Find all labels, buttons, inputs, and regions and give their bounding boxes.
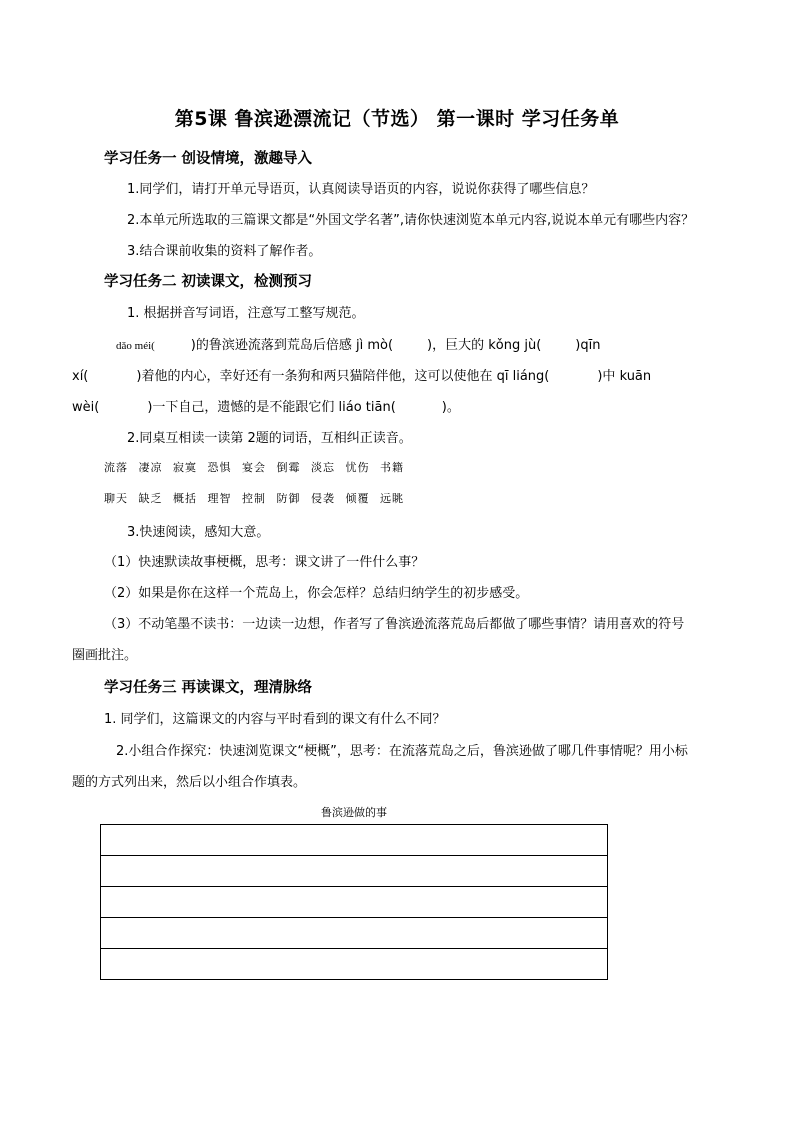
table-row [101,949,608,980]
task3-question-1: 1. 同学们，这篇课文的内容与平时看到的课文有什么不同？ [104,712,446,727]
task1-item-1: 1.同学们，请打开单元导语页，认真阅读导语页的内容，说说你获得了哪些信息？ [127,182,595,197]
words-row-2: 聊天 缺乏 概括 理智 控制 防御 侵袭 倾覆 远眺 [104,492,404,505]
table-cell[interactable] [101,887,608,918]
pinyin-text-3: )，巨大的 kǒng jù( [427,338,542,353]
task1-item-2: 2.本单元所选取的三篇课文都是“外国文学名著”,请你快速浏览本单元内容,说说本单元有哪些内容？ [127,213,695,228]
task1-heading: 学习任务一 创设情境，激趣导入 [104,151,313,167]
task2-heading: 学习任务二 初读课文，检测预习 [104,274,313,290]
task2-question-1: 1. 根据拼音写词语，注意写工整写规范。 [127,306,365,321]
task2-sub-3-line-1: （3）不动笔墨不读书：一边读一边想，作者写了鲁滨逊流落荒岛后都做了哪些事情？请用喜欢的符号 [104,617,685,632]
task2-sub-1: （1）快速默读故事梗概，思考：课文讲了一件什么事？ [104,555,425,570]
table-row [101,856,608,887]
pinyin-text-4: )qīn [575,338,601,353]
pinyin-daomei: dǎo méi( [116,340,155,352]
task2-question-2: 2.同桌互相读一读第 2题的词语，互相纠正读音。 [127,431,412,446]
pinyin-wei: wèi( [72,400,100,415]
table-row [101,825,608,856]
task3-question-2-line-1: 2.小组合作探究：快速浏览课文“梗概”，思考：在流落荒岛之后，鲁滨逊做了哪几件事情呢？用小标 [116,744,688,759]
task3-heading: 学习任务三 再读课文，理清脉络 [104,680,313,696]
pinyin-xi: xí( [72,369,89,384]
table-cell[interactable] [101,918,608,949]
page-title: 第5课 鲁滨逊漂流记（节选） 第一课时 学习任务单 [174,108,620,130]
pinyin-line-1 [116,334,600,353]
pinyin-text-2: )的鲁滨逊流落到荒岛后倍感 jì mò( [190,338,394,353]
task2-sub-2: （2）如果是你在这样一个荒岛上，你会怎样？总结归纳学生的初步感受。 [104,586,529,601]
task1-item-3: 3.结合课前收集的资料了解作者。 [127,244,322,259]
table-cell[interactable] [101,856,608,887]
table-cell[interactable] [101,949,608,980]
pinyin-text-6: )着他的内心，幸好还有一条狗和两只猫陪伴他，这可以使他在 qī liáng( [136,369,550,384]
table-row [101,918,608,949]
task2-question-3: 3.快速阅读，感知大意。 [127,525,270,540]
table-cell[interactable] [101,825,608,856]
table-row [101,887,608,918]
table-caption: 鲁滨逊做的事 [321,806,387,819]
words-row-1: 流落 凄凉 寂寞 恐惧 宴会 倒霉 淡忘 忧伤 书籍 [104,461,404,474]
pinyin-text-9: )一下自己，遗憾的是不能跟它们 liáo tiān( [147,400,396,415]
task2-sub-3-line-2: 圈画批注。 [72,648,138,663]
task3-question-2-line-2: 题的方式列出来，然后以小组合作填表。 [72,775,307,790]
pinyin-text-10: )。 [441,400,460,415]
pinyin-line-2 [72,365,651,384]
answer-table [100,824,608,980]
pinyin-line-3 [72,396,460,415]
pinyin-text-7: )中 kuān [597,369,652,384]
